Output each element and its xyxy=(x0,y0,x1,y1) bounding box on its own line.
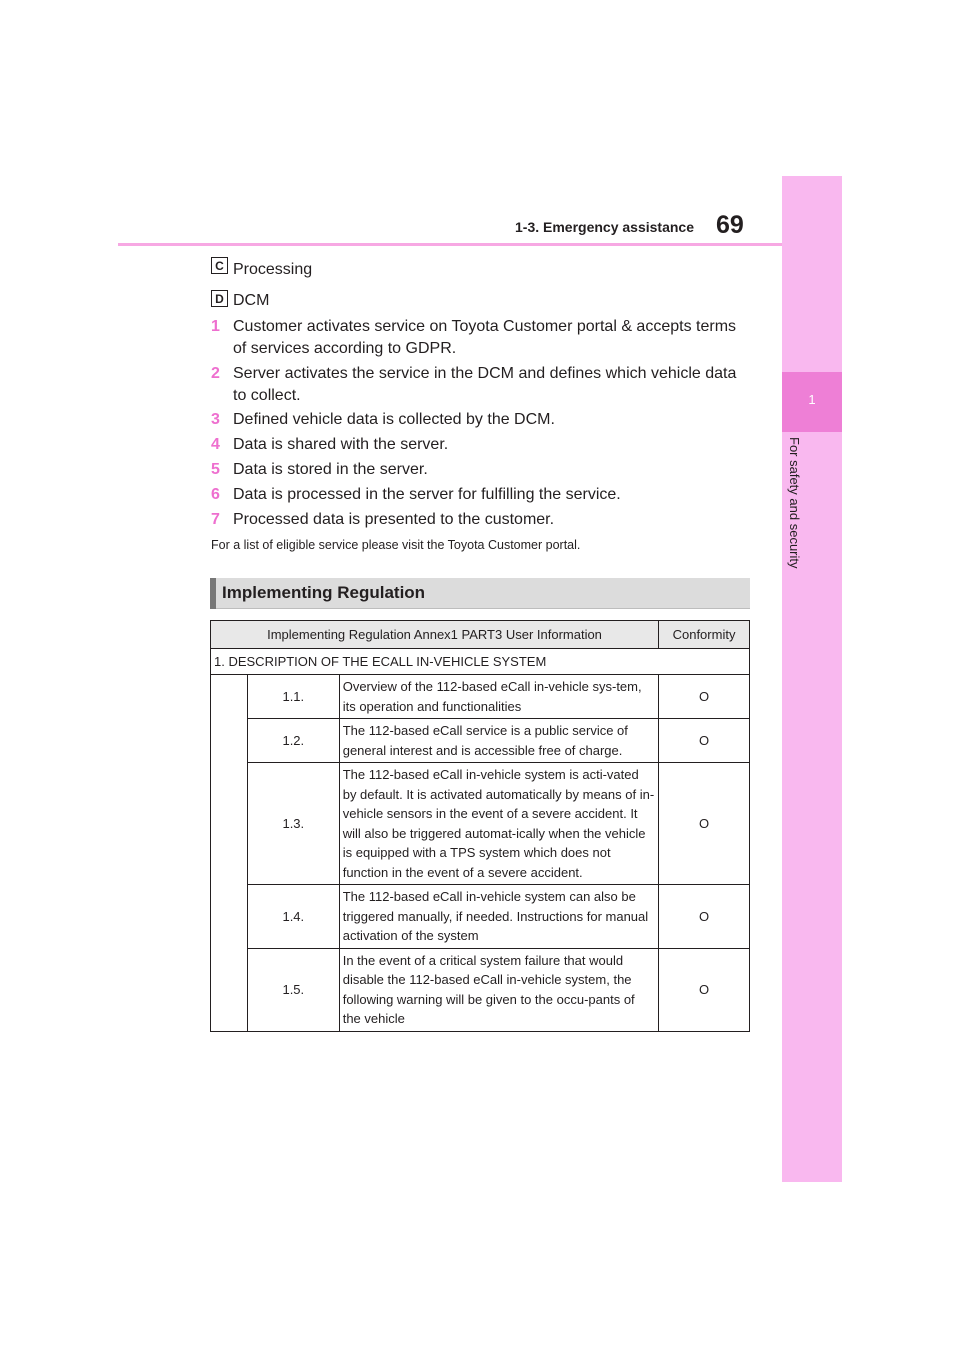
column-header-user-information: Implementing Regulation Annex1 PART3 User Information xyxy=(211,621,659,649)
indent-cell xyxy=(211,675,248,1032)
item-number-cell: 1.4. xyxy=(247,885,339,949)
step-text-line: to collect. xyxy=(233,387,301,404)
table-row xyxy=(211,885,750,949)
table-header-row xyxy=(211,621,750,649)
step-number: 6 xyxy=(211,486,220,503)
conformity-cell: O xyxy=(659,948,750,1031)
column-header-conformity: Conformity xyxy=(659,621,750,649)
marker-c-text: Processing xyxy=(233,261,313,278)
step-text-line: Customer activates service on Toyota Customer portal & accepts terms xyxy=(233,318,737,335)
section-header-title: 1-3. Emergency assistance xyxy=(515,219,694,235)
step-number: 3 xyxy=(211,411,220,428)
step-number: 2 xyxy=(211,365,220,382)
portal-note: For a list of eligible service please visit the Toyota Customer portal. xyxy=(211,538,581,552)
step-number: 1 xyxy=(211,318,220,335)
step-number: 7 xyxy=(211,511,220,528)
item-number-cell: 1.2. xyxy=(247,719,339,763)
chapter-side-tab xyxy=(782,176,842,1182)
table-row xyxy=(211,675,750,719)
section-accent xyxy=(210,578,216,609)
chapter-title: For safety and security xyxy=(787,437,802,569)
page-number: 69 xyxy=(716,211,744,239)
section-heading: Implementing Regulation xyxy=(222,583,426,602)
chapter-number: 1 xyxy=(808,392,816,407)
step-number: 4 xyxy=(211,436,220,453)
table-row xyxy=(211,948,750,1031)
item-description-cell: The 112-based eCall service is a public service of general interest and is accessible free of charge. xyxy=(339,719,658,763)
item-description-cell: In the event of a critical system failure that would disable the 112-based eCall in-vehicle system, the following warning will be given to the occu-pants of the vehicle xyxy=(339,948,658,1031)
header-divider xyxy=(118,243,782,246)
item-number-cell: 1.5. xyxy=(247,948,339,1031)
step-text: Data is stored in the server. xyxy=(233,461,428,478)
marker-d-text: DCM xyxy=(233,292,270,309)
step-text: Processed data is presented to the customer. xyxy=(233,511,555,528)
item-number-cell: 1.1. xyxy=(247,675,339,719)
step-text: Data is processed in the server for fulfilling the service. xyxy=(233,486,621,503)
table-row xyxy=(211,763,750,885)
marker-d-icon: D xyxy=(211,290,228,307)
section-heading-bar xyxy=(210,578,750,609)
step-text-line: of services according to GDPR. xyxy=(233,340,457,357)
table-group-row xyxy=(211,649,750,675)
table-row xyxy=(211,719,750,763)
conformity-cell: O xyxy=(659,719,750,763)
item-description-cell: The 112-based eCall in-vehicle system is acti-vated by default. It is activated automatically by means of in-vehicle sensors in the event of a severe accident. It will also be triggered automat-ically when the vehicle is equipped with a TPS system which does not function in the event of a severe accident. xyxy=(339,763,658,885)
item-number-cell: 1.3. xyxy=(247,763,339,885)
step-text: Defined vehicle data is collected by the DCM. xyxy=(233,411,555,428)
item-description-cell: The 112-based eCall in-vehicle system can also be triggered manually, if needed. Instructions for manual activation of the system xyxy=(339,885,658,949)
conformity-cell: O xyxy=(659,885,750,949)
step-text xyxy=(233,363,736,407)
step-text-line: Server activates the service in the DCM and defines which vehicle data xyxy=(233,365,737,382)
step-number: 5 xyxy=(211,461,220,478)
step-text: Data is shared with the server. xyxy=(233,436,449,453)
regulation-table xyxy=(210,620,750,1032)
item-description-cell: Overview of the 112-based eCall in-vehicle sys-tem, its operation and functionalities xyxy=(339,675,658,719)
group-title-cell: 1. DESCRIPTION OF THE ECALL IN-VEHICLE SYSTEM xyxy=(211,649,750,675)
conformity-cell: O xyxy=(659,763,750,885)
marker-c-icon: C xyxy=(211,257,228,274)
step-text xyxy=(233,316,736,360)
conformity-cell: O xyxy=(659,675,750,719)
